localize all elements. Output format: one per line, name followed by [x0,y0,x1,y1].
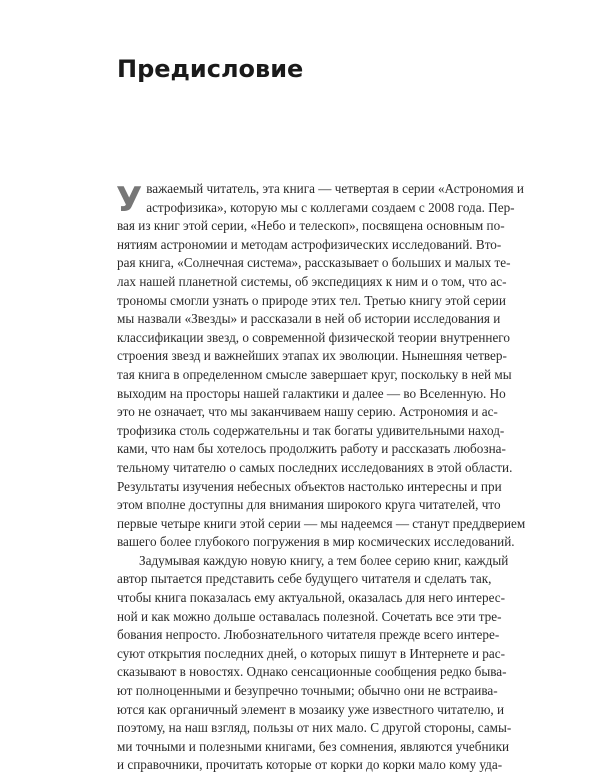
body-text [116,180,526,775]
text-line: суют открытия последних дней, о которых пишут в Интернете и рас- [117,645,505,661]
text-line: ются как органичный элемент в мозаику уже известного читателю, и [117,701,505,717]
text-line: трономы смогли узнать о природе этих тел. Третью книгу этой серии [117,292,506,308]
text-line: тая книга в определенном смысле завершает круг, поскольку в ней мы [117,366,512,382]
text-line: вашего более глубокого погружения в мир космических исследований. [117,534,515,550]
text-line: ной и как можно дольше оставалась полезной. Сочетать все эти тре- [117,608,502,624]
text-line: ми точными и полезными книгами, без сомнения, являются учебники [117,738,510,754]
text-line: Задумывая каждую новую книгу, а тем более серию книг, каждый [139,552,509,568]
text-line: вая из книг этой серии, «Небо и телескоп», посвящена основным по- [117,218,505,234]
text-line: классификации звезд, о современной физической теории внутреннего [117,329,510,345]
text-line: нятиям астрономии и методам астрофизических исследований. Вто- [117,236,502,252]
text-line: рая книга, «Солнечная система», рассказывает о больших и малых те- [117,255,511,271]
text-line: первые четыре книги этой серии — мы надеемся — станут преддверием [117,515,526,531]
text-line: этом вполне доступны для внимания широкого круга читателей, что [117,497,501,513]
text-line: лах нашей планетной системы, об экспедициях к ним и о том, что ас- [117,273,507,289]
text-line: это не означает, что мы заканчиваем нашу серию. Астрономия и ас- [117,404,498,420]
text-line: выходим на просторы нашей галактики и далее — во Вселенную. Но [117,385,506,401]
text-line: и справочники, прочитать которые от корки до корки мало кому уда- [117,757,503,773]
chapter-title: Предисловие [117,55,304,83]
text-line: тельному читателю о самых последних исследованиях в этой области. [117,459,513,475]
text-line: строения звезд и важнейших этапах их эволюции. Нынешняя четвер- [117,348,507,364]
text-line: астрофизика», которую мы с коллегами создаем с 2008 года. Пер- [146,199,515,215]
text-line: чтобы книга показалась ему актуальной, оказалась для него интерес- [117,590,506,606]
text-line: поэтому, на наш взгляд, пользы от них мало. С другой стороны, самы- [117,720,512,736]
text-line: Результаты изучения небесных объектов настолько интересны и при [117,478,502,494]
paragraph-2 [117,552,512,775]
text-line: трофизика столь содержательны и так богаты удивительными наход- [117,422,505,438]
text-line: мы назвали «Звезды» и рассказали в ней об истории исследования и [117,311,501,327]
text-line: ют полноценными и безупречно точными; обычно они не встраива- [117,683,498,699]
text-line: автор пытается представить себе будущего читателя и сделать так, [117,571,492,587]
drop-cap-letter: У [116,180,143,220]
text-line: ками, что нам бы хотелось продолжить работу и рассказать любозна- [117,441,506,457]
text-line: важаемый читатель, эта книга — четвертая в серии «Астрономия и [146,181,524,196]
text-line: сказывают в новостях. Однако сенсационные сообщения редко быва- [117,664,507,680]
text-line: бования непросто. Любознательного читателя прежде всего интере- [117,627,500,643]
paragraph-1 [116,180,526,552]
